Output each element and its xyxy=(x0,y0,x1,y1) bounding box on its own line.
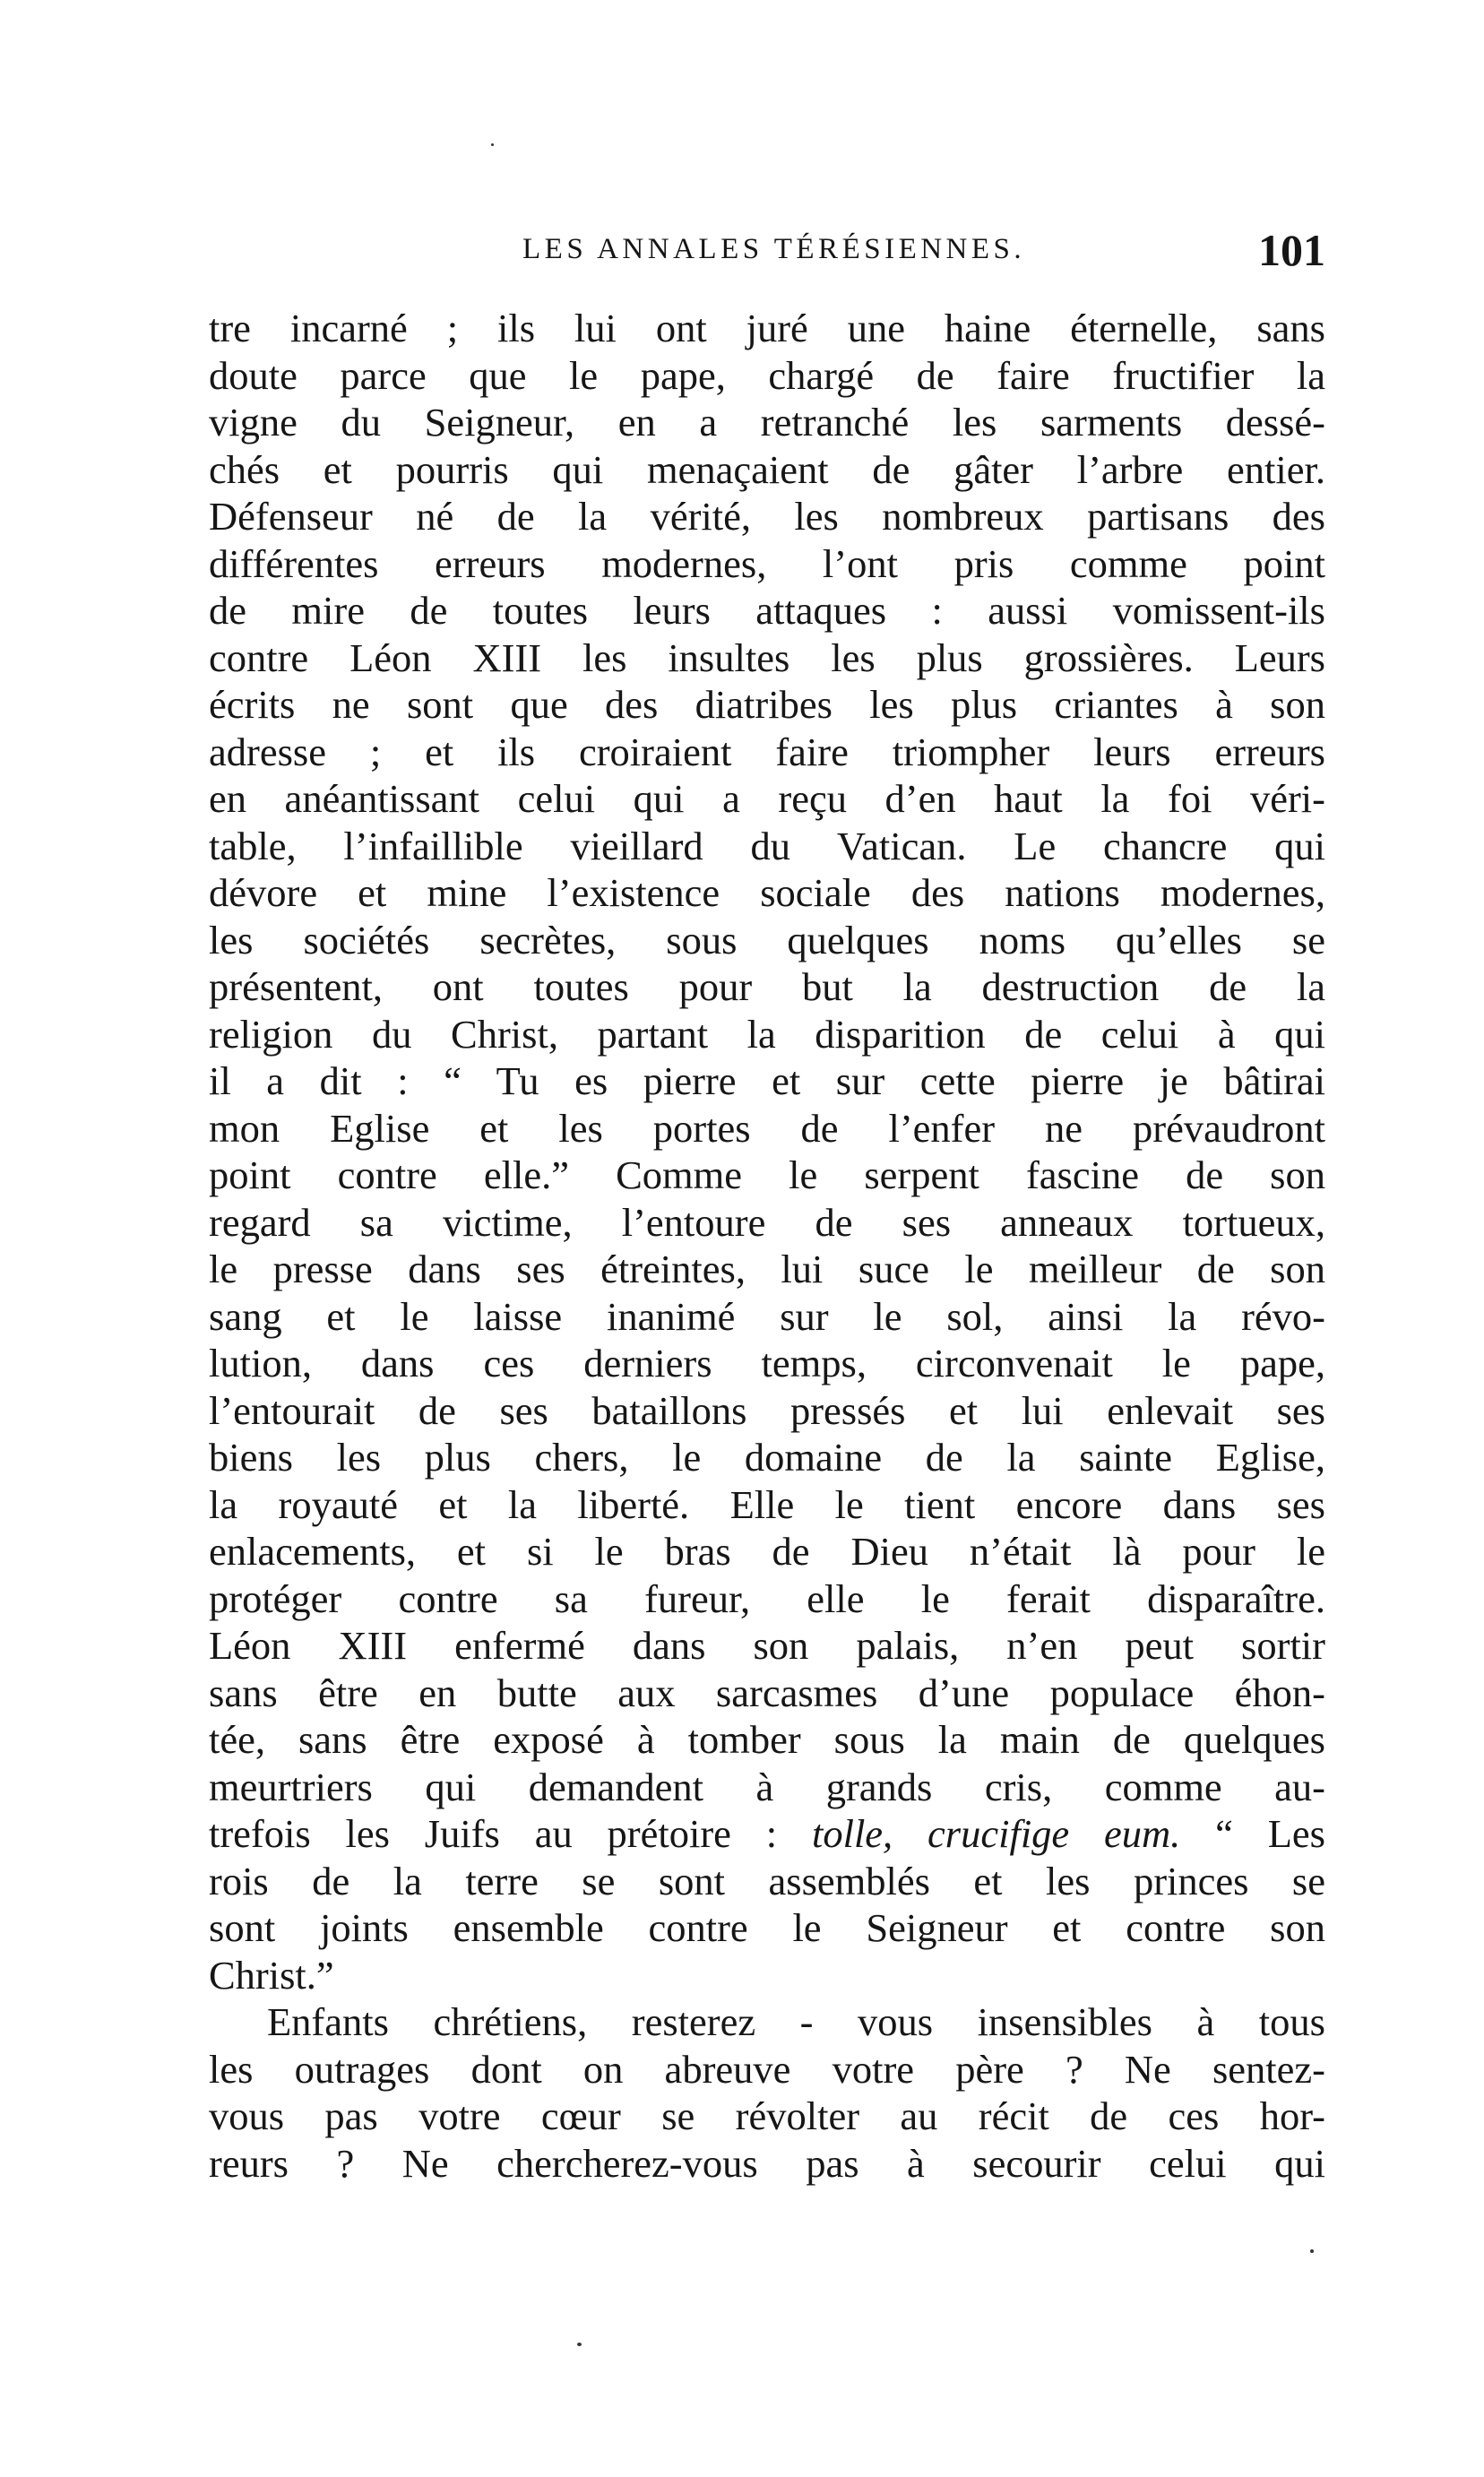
text-line: présentent, ont toutes pour but la destruction de la xyxy=(209,964,1325,1009)
text-line: Enfants chrétiens, resterez - vous insensibles à tous xyxy=(267,1999,1325,2044)
text-line: vigne du Seigneur, en a retranché les sarments dessé- xyxy=(209,400,1325,444)
line-text-before: trefois les Juifs au prétoire : xyxy=(209,1811,812,1856)
text-line: biens les plus chers, le domaine de la sainte Eglise, xyxy=(209,1435,1325,1480)
text-line: l’entourait de ses bataillons pressés et lui enlevait ses xyxy=(209,1387,1325,1433)
text-line: tre incarné ; ils lui ont juré une haine éternelle, sans xyxy=(209,306,1325,350)
text-line: Léon XIII enfermé dans son palais, n’en peut sortir xyxy=(209,1623,1325,1668)
text-line: protéger contre sa fureur, elle le ferait disparaître. xyxy=(209,1575,1325,1621)
paragraph xyxy=(209,305,1325,1998)
text-line: il a dit : “ Tu es pierre et sur cette pierre je bâtirai xyxy=(209,1058,1325,1103)
text-line: tée, sans être exposé à tomber sous la main de quelques xyxy=(209,1717,1325,1762)
line-text-after: “ Les xyxy=(1180,1811,1325,1856)
text-line: table, l’infaillible vieillard du Vatican. Le chancre qui xyxy=(209,823,1325,868)
text-line: regard sa victime, l’entoure de ses anneaux tortueux, xyxy=(209,1199,1325,1245)
text-line: mon Eglise et les portes de l’enfer ne prévaudront xyxy=(209,1105,1325,1151)
text-line: enlacements, et si le bras de Dieu n’était là pour le xyxy=(209,1529,1325,1574)
text-line: écrits ne sont que des diatribes les plus criantes à son xyxy=(209,682,1325,727)
ink-speck-right xyxy=(1310,2249,1314,2253)
text-line: adresse ; et ils croiraient faire triompher leurs erreurs xyxy=(209,729,1325,774)
text-line: Défenseur né de la vérité, les nombreux partisans des xyxy=(209,494,1325,539)
italic-latin-quote: tolle, crucifige eum. xyxy=(811,1811,1181,1856)
text-line: vous pas votre cœur se révolter au récit de ces hor- xyxy=(209,2093,1325,2138)
ink-speck-top xyxy=(491,143,494,146)
text-line: lution, dans ces derniers temps, circonvenait le pape, xyxy=(209,1341,1325,1385)
text-line: sans être en butte aux sarcasmes d’une populace éhon- xyxy=(209,1670,1325,1715)
body-text xyxy=(209,305,1325,2187)
text-line: dévore et mine l’existence sociale des nations modernes, xyxy=(209,870,1325,915)
text-line: les sociétés secrètes, sous quelques noms qu’elles se xyxy=(209,917,1325,962)
page-number: 101 xyxy=(1258,225,1325,275)
text-line-with-italic xyxy=(209,1810,1325,1858)
text-line: sang et le laisse inanimé sur le sol, ainsi la révo- xyxy=(209,1293,1325,1339)
text-line: doute parce que le pape, chargé de faire fructifier la xyxy=(209,352,1325,398)
text-line: meurtriers qui demandent à grands cris, comme au- xyxy=(209,1764,1325,1809)
text-line: les outrages dont on abreuve votre père ? Ne sentez- xyxy=(209,2046,1325,2092)
text-line: rois de la terre se sont assemblés et les princes se xyxy=(209,1858,1325,1903)
text-line: sont joints ensemble contre le Seigneur et contre son xyxy=(209,1905,1325,1950)
text-line: religion du Christ, partant la disparition de celui à qui xyxy=(209,1011,1325,1057)
text-line: en anéantissant celui qui a reçu d’en haut la foi véri- xyxy=(209,776,1325,821)
text-line: différentes erreurs modernes, l’ont pris comme point xyxy=(209,540,1325,586)
text-line: la royauté et la liberté. Elle le tient encore dans ses xyxy=(209,1481,1325,1527)
text-line: le presse dans ses étreintes, lui suce le meilleur de son xyxy=(209,1247,1325,1291)
text-line: Christ.” xyxy=(209,1952,334,1998)
text-line: contre Léon XIII les insultes les plus grossières. Leurs xyxy=(209,634,1325,680)
paragraph-2 xyxy=(209,1998,1325,2187)
running-title: LES ANNALES TÉRÉSIENNES. xyxy=(522,233,1026,265)
text-line: reurs ? Ne chercherez-vous pas à secourir celui qui xyxy=(209,2140,1325,2186)
ink-speck-bottom xyxy=(577,2343,582,2346)
text-line: de mire de toutes leurs attaques : aussi vomissent-ils xyxy=(209,588,1325,633)
running-head xyxy=(209,224,1325,287)
text-line: point contre elle.” Comme le serpent fascine de son xyxy=(209,1152,1325,1197)
text-line: chés et pourris qui menaçaient de gâter l’arbre entier. xyxy=(209,446,1325,492)
